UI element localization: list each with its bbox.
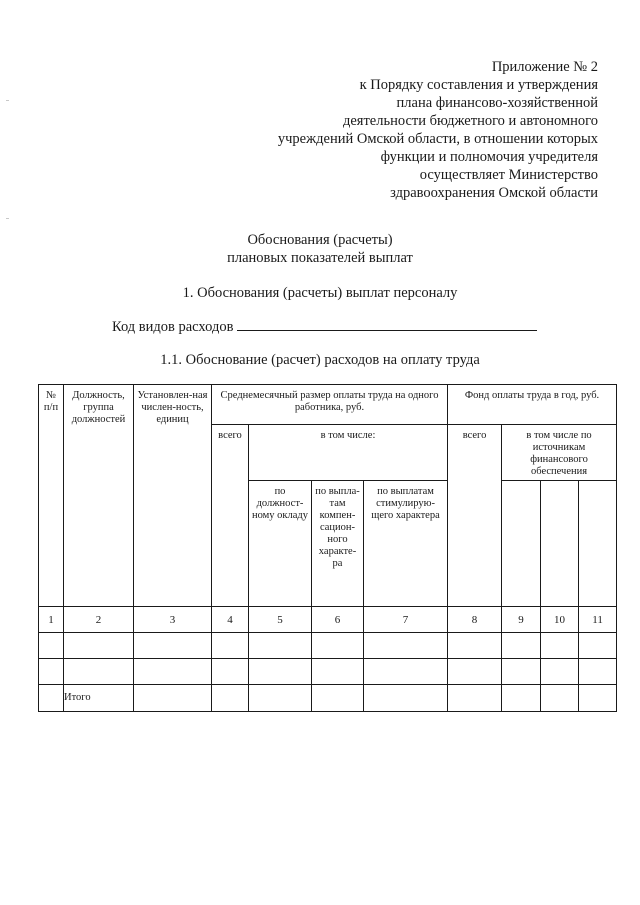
cell[interactable] <box>364 633 448 659</box>
column-number: 7 <box>364 607 448 633</box>
header-source-1 <box>502 481 541 607</box>
cell[interactable] <box>134 685 212 712</box>
table-row <box>39 659 617 685</box>
cell[interactable] <box>212 685 249 712</box>
column-number: 1 <box>39 607 64 633</box>
header-including-sources: в том числе по источникам финансового обеспечения <box>502 425 617 481</box>
total-label: Итого <box>64 685 134 712</box>
cell[interactable] <box>364 685 448 712</box>
cell[interactable] <box>64 659 134 685</box>
cell[interactable] <box>134 659 212 685</box>
column-number: 3 <box>134 607 212 633</box>
cell[interactable] <box>579 659 617 685</box>
section-1-1-heading: 1.1. Обоснование (расчет) расходов на оплату труда <box>160 352 480 368</box>
cell[interactable] <box>312 685 364 712</box>
cell[interactable] <box>541 659 579 685</box>
column-number: 8 <box>448 607 502 633</box>
header-stimulating: по выплатам стимулирую-щего характера <box>364 481 448 607</box>
document-title-line-1: Обоснования (расчеты) <box>247 232 393 248</box>
table-row <box>39 633 617 659</box>
expense-code-row <box>112 318 537 336</box>
column-number: 11 <box>579 607 617 633</box>
header-line: деятельности бюджетного и автономного <box>342 113 598 129</box>
cell[interactable] <box>249 633 312 659</box>
header-pay-fund: Фонд оплаты труда в год, руб. <box>448 385 617 425</box>
cell[interactable] <box>249 659 312 685</box>
payroll-table <box>38 384 617 712</box>
header-line: здравоохранения Омской области <box>390 185 598 201</box>
cell[interactable] <box>364 659 448 685</box>
cell[interactable] <box>502 685 541 712</box>
cell[interactable] <box>134 633 212 659</box>
cell[interactable] <box>448 685 502 712</box>
cell[interactable] <box>212 659 249 685</box>
total-row <box>39 685 617 712</box>
cell[interactable] <box>39 685 64 712</box>
header-num: № п/п <box>39 385 64 607</box>
header-staff: Установлен-ная числен-ность, единиц <box>134 385 212 607</box>
cell[interactable] <box>502 659 541 685</box>
expense-code-label: Код видов расходов <box>112 319 234 335</box>
header-including: в том числе: <box>249 425 448 481</box>
cell[interactable] <box>541 685 579 712</box>
cell[interactable] <box>541 633 579 659</box>
cell[interactable] <box>64 633 134 659</box>
cell[interactable] <box>312 659 364 685</box>
column-number: 4 <box>212 607 249 633</box>
scan-mark <box>6 100 9 101</box>
column-numbers-row <box>39 607 617 633</box>
header-avg-total: всего <box>212 425 249 607</box>
header-compensation: по выпла-там компен-сацион-ного характе-ра <box>312 481 364 607</box>
cell[interactable] <box>39 659 64 685</box>
header-fund-total: всего <box>448 425 502 607</box>
cell[interactable] <box>448 633 502 659</box>
cell[interactable] <box>312 633 364 659</box>
header-line: к Порядку составления и утверждения <box>359 77 598 93</box>
header-line: плана финансово-хозяйственной <box>396 95 598 111</box>
column-number: 10 <box>541 607 579 633</box>
header-line: функции и полномочия учредителя <box>380 149 598 165</box>
column-number: 2 <box>64 607 134 633</box>
header-line: учреждений Омской области, в отношении которых <box>277 131 598 147</box>
expense-code-blank <box>237 318 537 331</box>
header-source-2 <box>541 481 579 607</box>
cell[interactable] <box>39 633 64 659</box>
cell[interactable] <box>212 633 249 659</box>
cell[interactable] <box>502 633 541 659</box>
cell[interactable] <box>579 633 617 659</box>
header-average-pay: Среднемесячный размер оплаты труда на одного работника, руб. <box>212 385 448 425</box>
header-position: Должность, группа должностей <box>64 385 134 607</box>
cell[interactable] <box>579 685 617 712</box>
header-line: Приложение № 2 <box>491 59 598 75</box>
column-number: 5 <box>249 607 312 633</box>
header-salary: по должност-ному окладу <box>249 481 312 607</box>
column-number: 6 <box>312 607 364 633</box>
cell[interactable] <box>249 685 312 712</box>
header-line: осуществляет Министерство <box>419 167 598 183</box>
cell[interactable] <box>448 659 502 685</box>
document-title-line-2: плановых показателей выплат <box>227 250 413 266</box>
scan-mark <box>6 218 9 219</box>
header-source-3 <box>579 481 617 607</box>
section-1-heading: 1. Обоснования (расчеты) выплат персоналу <box>182 285 458 301</box>
column-number: 9 <box>502 607 541 633</box>
appendix-header <box>218 58 598 202</box>
